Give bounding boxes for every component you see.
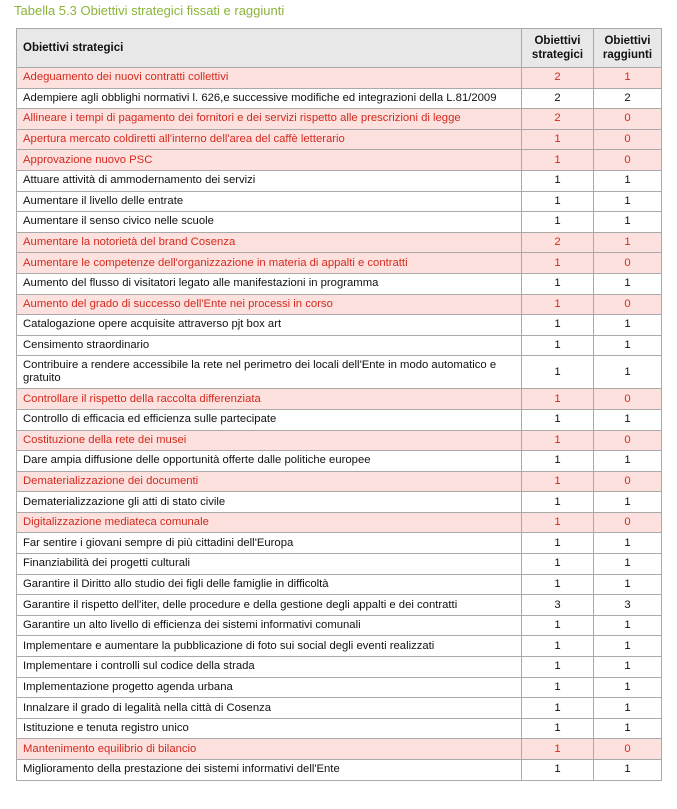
achieved-count-cell: 1 (594, 409, 662, 430)
strategic-count-cell: 1 (522, 335, 594, 356)
objective-cell: Catalogazione opere acquisite attraverso pjt box art (17, 315, 522, 336)
table-row (17, 315, 662, 336)
table-row (17, 636, 662, 657)
strategic-count-cell: 1 (522, 677, 594, 698)
strategic-count-cell: 1 (522, 430, 594, 451)
table-row (17, 739, 662, 760)
table-row (17, 88, 662, 109)
table-row (17, 760, 662, 781)
objective-cell: Approvazione nuovo PSC (17, 150, 522, 171)
strategic-count-cell: 1 (522, 615, 594, 636)
achieved-count-cell: 1 (594, 335, 662, 356)
strategic-count-cell: 1 (522, 657, 594, 678)
strategic-count-cell: 2 (522, 68, 594, 89)
strategic-count-cell: 1 (522, 150, 594, 171)
achieved-count-cell: 1 (594, 636, 662, 657)
objective-cell: Garantire un alto livello di efficienza dei sistemi informativi comunali (17, 615, 522, 636)
table-row (17, 170, 662, 191)
objective-cell: Costituzione della rete dei musei (17, 430, 522, 451)
strategic-count-cell: 2 (522, 109, 594, 130)
objective-cell: Miglioramento della prestazione dei sistemi informativi dell'Ente (17, 760, 522, 781)
table-row (17, 335, 662, 356)
table-row (17, 718, 662, 739)
table-row (17, 430, 662, 451)
achieved-count-cell: 0 (594, 109, 662, 130)
strategic-count-cell: 1 (522, 212, 594, 233)
achieved-count-cell: 1 (594, 492, 662, 513)
objective-cell: Aumentare il senso civico nelle scuole (17, 212, 522, 233)
strategic-count-cell: 1 (522, 129, 594, 150)
objective-cell: Dematerializzazione gli atti di stato civile (17, 492, 522, 513)
objective-cell: Aumentare la notorietà del brand Cosenza (17, 232, 522, 253)
achieved-count-cell: 1 (594, 533, 662, 554)
table-row (17, 273, 662, 294)
table-row (17, 253, 662, 274)
header-objective: Obiettivi strategici (17, 29, 522, 68)
achieved-count-cell: 3 (594, 595, 662, 616)
strategic-count-cell: 1 (522, 294, 594, 315)
achieved-count-cell: 1 (594, 170, 662, 191)
strategic-count-cell: 1 (522, 492, 594, 513)
objective-cell: Implementare e aumentare la pubblicazione di foto sui social degli eventi realizzati (17, 636, 522, 657)
achieved-count-cell: 0 (594, 739, 662, 760)
table-row (17, 409, 662, 430)
objective-cell: Adempiere agli obblighi normativi l. 626,e successive modifiche ed integrazioni della L.81/2009 (17, 88, 522, 109)
objective-cell: Implementazione progetto agenda urbana (17, 677, 522, 698)
achieved-count-cell: 1 (594, 232, 662, 253)
table-row (17, 698, 662, 719)
strategic-count-cell: 3 (522, 595, 594, 616)
strategic-count-cell: 1 (522, 356, 594, 389)
objective-cell: Censimento straordinario (17, 335, 522, 356)
table-body (17, 68, 662, 781)
objective-cell: Garantire il Diritto allo studio dei figli delle famiglie in difficoltà (17, 574, 522, 595)
strategic-count-cell: 1 (522, 718, 594, 739)
achieved-count-cell: 0 (594, 512, 662, 533)
achieved-count-cell: 1 (594, 554, 662, 575)
objective-cell: Contribuire a rendere accessibile la rete nel perimetro dei locali dell'Ente in modo automatico e gratuito (17, 356, 522, 389)
objective-cell: Istituzione e tenuta registro unico (17, 718, 522, 739)
strategic-count-cell: 1 (522, 253, 594, 274)
table-row (17, 657, 662, 678)
objective-cell: Digitalizzazione mediateca comunale (17, 512, 522, 533)
achieved-count-cell: 1 (594, 657, 662, 678)
strategic-count-cell: 1 (522, 533, 594, 554)
table-row (17, 294, 662, 315)
objective-cell: Aumento del flusso di visitatori legato alle manifestazioni in programma (17, 273, 522, 294)
table-row (17, 129, 662, 150)
achieved-count-cell: 1 (594, 677, 662, 698)
table-row (17, 212, 662, 233)
objective-cell: Adeguamento dei nuovi contratti collettivi (17, 68, 522, 89)
strategic-count-cell: 1 (522, 636, 594, 657)
table-caption: Tabella 5.3 Obiettivi strategici fissati e raggiunti (14, 3, 285, 18)
table-row (17, 595, 662, 616)
table-row (17, 533, 662, 554)
strategic-count-cell: 1 (522, 512, 594, 533)
objective-cell: Apertura mercato coldiretti all'interno dell'area del caffè letterario (17, 129, 522, 150)
achieved-count-cell: 1 (594, 212, 662, 233)
table-row (17, 512, 662, 533)
table-header-row (17, 29, 662, 68)
header-strategic: Obiettivi strategici (522, 29, 594, 68)
table-row (17, 471, 662, 492)
table-row (17, 677, 662, 698)
strategic-count-cell: 2 (522, 88, 594, 109)
strategic-count-cell: 1 (522, 554, 594, 575)
strategic-count-cell: 1 (522, 471, 594, 492)
strategic-count-cell: 1 (522, 739, 594, 760)
objective-cell: Implementare i controlli sul codice della strada (17, 657, 522, 678)
strategic-count-cell: 1 (522, 315, 594, 336)
objective-cell: Mantenimento equilibrio di bilancio (17, 739, 522, 760)
objective-cell: Aumentare le competenze dell'organizzazione in materia di appalti e contratti (17, 253, 522, 274)
strategic-count-cell: 2 (522, 232, 594, 253)
objective-cell: Finanziabilità dei progetti culturali (17, 554, 522, 575)
objective-cell: Innalzare il grado di legalità nella città di Cosenza (17, 698, 522, 719)
achieved-count-cell: 1 (594, 718, 662, 739)
achieved-count-cell: 1 (594, 356, 662, 389)
objective-cell: Dematerializzazione dei documenti (17, 471, 522, 492)
strategic-count-cell: 1 (522, 451, 594, 472)
achieved-count-cell: 1 (594, 191, 662, 212)
achieved-count-cell: 0 (594, 253, 662, 274)
strategic-count-cell: 1 (522, 273, 594, 294)
strategic-count-cell: 1 (522, 698, 594, 719)
achieved-count-cell: 1 (594, 451, 662, 472)
objective-cell: Controllo di efficacia ed efficienza sulle partecipate (17, 409, 522, 430)
table-row (17, 232, 662, 253)
achieved-count-cell: 1 (594, 760, 662, 781)
achieved-count-cell: 1 (594, 68, 662, 89)
table-row (17, 554, 662, 575)
achieved-count-cell: 0 (594, 471, 662, 492)
achieved-count-cell: 0 (594, 389, 662, 410)
objective-cell: Allineare i tempi di pagamento dei fornitori e dei servizi rispetto alle prescrizioni di legge (17, 109, 522, 130)
achieved-count-cell: 0 (594, 430, 662, 451)
header-achieved: Obiettivi raggiunti (594, 29, 662, 68)
achieved-count-cell: 1 (594, 698, 662, 719)
table-row (17, 356, 662, 389)
table-row (17, 492, 662, 513)
objectives-table (16, 28, 662, 781)
objective-cell: Controllare il rispetto della raccolta differenziata (17, 389, 522, 410)
strategic-count-cell: 1 (522, 389, 594, 410)
achieved-count-cell: 1 (594, 615, 662, 636)
strategic-count-cell: 1 (522, 170, 594, 191)
table-row (17, 68, 662, 89)
achieved-count-cell: 1 (594, 315, 662, 336)
strategic-count-cell: 1 (522, 574, 594, 595)
table-row (17, 150, 662, 171)
achieved-count-cell: 2 (594, 88, 662, 109)
table-row (17, 109, 662, 130)
objective-cell: Aumento del grado di successo dell'Ente nei processi in corso (17, 294, 522, 315)
achieved-count-cell: 1 (594, 273, 662, 294)
objective-cell: Garantire il rispetto dell'iter, delle procedure e della gestione degli appalti e dei contratti (17, 595, 522, 616)
objective-cell: Aumentare il livello delle entrate (17, 191, 522, 212)
strategic-count-cell: 1 (522, 409, 594, 430)
achieved-count-cell: 0 (594, 294, 662, 315)
strategic-count-cell: 1 (522, 191, 594, 212)
strategic-count-cell: 1 (522, 760, 594, 781)
achieved-count-cell: 0 (594, 150, 662, 171)
table-row (17, 451, 662, 472)
objective-cell: Dare ampia diffusione delle opportunità offerte dalle politiche europee (17, 451, 522, 472)
objective-cell: Attuare attività di ammodernamento dei servizi (17, 170, 522, 191)
table-row (17, 615, 662, 636)
objective-cell: Far sentire i giovani sempre di più cittadini dell'Europa (17, 533, 522, 554)
achieved-count-cell: 0 (594, 129, 662, 150)
table-row (17, 191, 662, 212)
table-row (17, 389, 662, 410)
achieved-count-cell: 1 (594, 574, 662, 595)
table-row (17, 574, 662, 595)
